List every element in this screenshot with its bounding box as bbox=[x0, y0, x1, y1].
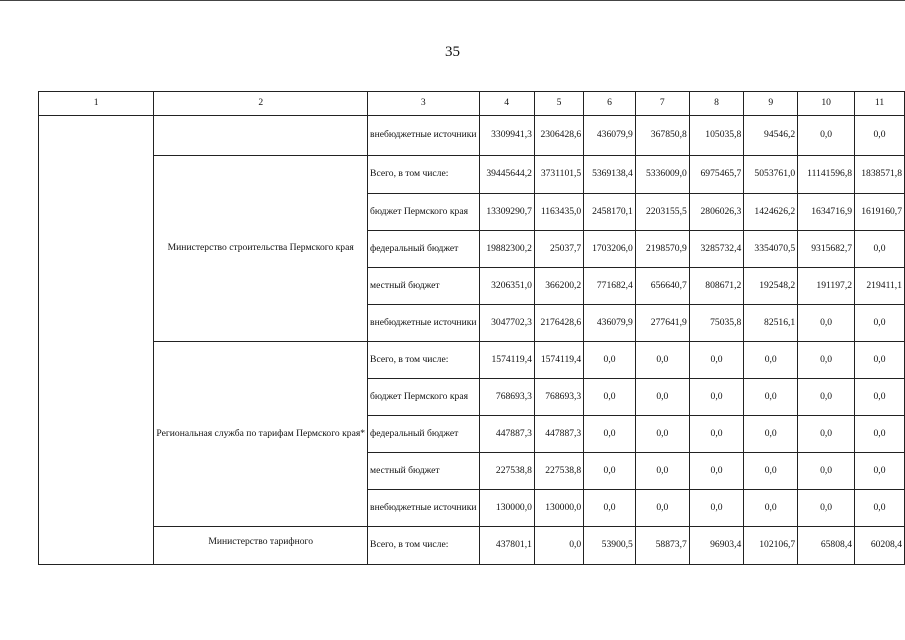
value-cell-col-11: 0,0 bbox=[855, 342, 905, 379]
value-cell-col-8: 0,0 bbox=[689, 416, 744, 453]
value-cell-col-4: 768693,3 bbox=[479, 379, 534, 416]
value-cell-col-6: 0,0 bbox=[584, 490, 636, 527]
page-number: 35 bbox=[445, 44, 460, 60]
value-cell-col-9: 192548,2 bbox=[744, 268, 798, 305]
value-cell-col-5: 2176428,6 bbox=[534, 305, 583, 342]
value-cell-col-5: 130000,0 bbox=[534, 490, 583, 527]
value-cell-col-4: 227538,8 bbox=[479, 453, 534, 490]
value-cell-col-7: 2198570,9 bbox=[635, 231, 689, 268]
organization-cell bbox=[154, 116, 368, 156]
value-cell-col-9: 82516,1 bbox=[744, 305, 798, 342]
value-cell-col-5: 2306428,6 bbox=[534, 116, 583, 156]
value-cell-col-8: 0,0 bbox=[689, 342, 744, 379]
value-cell-col-7: 0,0 bbox=[635, 416, 689, 453]
value-cell-col-5: 25037,7 bbox=[534, 231, 583, 268]
value-cell-col-9: 94546,2 bbox=[744, 116, 798, 156]
value-cell-col-5: 0,0 bbox=[534, 527, 583, 565]
value-cell-col-6: 436079,9 bbox=[584, 305, 636, 342]
budget-table-body bbox=[39, 92, 905, 565]
value-cell-col-4: 3309941,3 bbox=[479, 116, 534, 156]
value-cell-col-4: 447887,3 bbox=[479, 416, 534, 453]
value-cell-col-9: 102106,7 bbox=[744, 527, 798, 565]
value-cell-col-4: 130000,0 bbox=[479, 490, 534, 527]
value-cell-col-10: 0,0 bbox=[798, 116, 855, 156]
header-cell-9: 9 bbox=[744, 92, 798, 116]
header-cell-4: 4 bbox=[479, 92, 534, 116]
funding-source-cell: Всего, в том числе: bbox=[368, 156, 479, 194]
value-cell-col-6: 0,0 bbox=[584, 453, 636, 490]
value-cell-col-5: 768693,3 bbox=[534, 379, 583, 416]
value-cell-col-4: 13309290,7 bbox=[479, 194, 534, 231]
funding-source-cell: местный бюджет bbox=[368, 268, 479, 305]
value-cell-col-6: 0,0 bbox=[584, 342, 636, 379]
budget-table bbox=[38, 91, 905, 565]
value-cell-col-9: 0,0 bbox=[744, 379, 798, 416]
funding-source-cell: внебюджетные источники bbox=[368, 305, 479, 342]
value-cell-col-11: 60208,4 bbox=[855, 527, 905, 565]
value-cell-col-11: 0,0 bbox=[855, 379, 905, 416]
value-cell-col-10: 0,0 bbox=[798, 342, 855, 379]
value-cell-col-5: 227538,8 bbox=[534, 453, 583, 490]
value-cell-col-9: 0,0 bbox=[744, 416, 798, 453]
value-cell-col-7: 0,0 bbox=[635, 490, 689, 527]
value-cell-col-8: 0,0 bbox=[689, 379, 744, 416]
header-cell-3: 3 bbox=[368, 92, 479, 116]
header-cell-6: 6 bbox=[584, 92, 636, 116]
value-cell-col-11: 0,0 bbox=[855, 305, 905, 342]
value-cell-col-8: 808671,2 bbox=[689, 268, 744, 305]
funding-source-cell: федеральный бюджет bbox=[368, 416, 479, 453]
value-cell-col-4: 1574119,4 bbox=[479, 342, 534, 379]
value-cell-col-6: 0,0 bbox=[584, 379, 636, 416]
table-row bbox=[39, 156, 905, 194]
value-cell-col-6: 436079,9 bbox=[584, 116, 636, 156]
value-cell-col-11: 0,0 bbox=[855, 453, 905, 490]
header-cell-8: 8 bbox=[689, 92, 744, 116]
organization-cell: Министерство тарифного bbox=[154, 527, 368, 565]
value-cell-col-8: 105035,8 bbox=[689, 116, 744, 156]
value-cell-col-8: 75035,8 bbox=[689, 305, 744, 342]
value-cell-col-7: 367850,8 bbox=[635, 116, 689, 156]
value-cell-col-6: 0,0 bbox=[584, 416, 636, 453]
funding-source-cell: бюджет Пермского края bbox=[368, 194, 479, 231]
header-cell-7: 7 bbox=[635, 92, 689, 116]
value-cell-col-5: 447887,3 bbox=[534, 416, 583, 453]
column-1-cell bbox=[39, 116, 154, 565]
value-cell-col-6: 1703206,0 bbox=[584, 231, 636, 268]
value-cell-col-10: 191197,2 bbox=[798, 268, 855, 305]
value-cell-col-7: 0,0 bbox=[635, 379, 689, 416]
funding-source-cell: Всего, в том числе: bbox=[368, 342, 479, 379]
value-cell-col-7: 0,0 bbox=[635, 453, 689, 490]
value-cell-col-11: 0,0 bbox=[855, 231, 905, 268]
value-cell-col-8: 0,0 bbox=[689, 453, 744, 490]
value-cell-col-7: 0,0 bbox=[635, 342, 689, 379]
value-cell-col-10: 9315682,7 bbox=[798, 231, 855, 268]
value-cell-col-6: 771682,4 bbox=[584, 268, 636, 305]
value-cell-col-9: 0,0 bbox=[744, 490, 798, 527]
value-cell-col-6: 53900,5 bbox=[584, 527, 636, 565]
funding-source-cell: бюджет Пермского края bbox=[368, 379, 479, 416]
value-cell-col-11: 0,0 bbox=[855, 490, 905, 527]
header-cell-11: 11 bbox=[855, 92, 905, 116]
header-cell-10: 10 bbox=[798, 92, 855, 116]
value-cell-col-5: 366200,2 bbox=[534, 268, 583, 305]
top-border-line bbox=[0, 0, 905, 1]
funding-source-cell: внебюджетные источники bbox=[368, 116, 479, 156]
value-cell-col-7: 277641,9 bbox=[635, 305, 689, 342]
value-cell-col-7: 656640,7 bbox=[635, 268, 689, 305]
value-cell-col-5: 3731101,5 bbox=[534, 156, 583, 194]
value-cell-col-7: 58873,7 bbox=[635, 527, 689, 565]
organization-cell: Министерство строительства Пермского края bbox=[154, 156, 368, 342]
header-cell-1: 1 bbox=[39, 92, 154, 116]
funding-source-cell: местный бюджет bbox=[368, 453, 479, 490]
value-cell-col-11: 219411,1 bbox=[855, 268, 905, 305]
value-cell-col-7: 5336009,0 bbox=[635, 156, 689, 194]
value-cell-col-11: 1619160,7 bbox=[855, 194, 905, 231]
header-cell-5: 5 bbox=[534, 92, 583, 116]
value-cell-col-10: 11141596,8 bbox=[798, 156, 855, 194]
value-cell-col-5: 1163435,0 bbox=[534, 194, 583, 231]
value-cell-col-6: 2458170,1 bbox=[584, 194, 636, 231]
value-cell-col-9: 1424626,2 bbox=[744, 194, 798, 231]
value-cell-col-6: 5369138,4 bbox=[584, 156, 636, 194]
value-cell-col-4: 3206351,0 bbox=[479, 268, 534, 305]
organization-cell: Региональная служба по тарифам Пермского края* bbox=[154, 342, 368, 527]
value-cell-col-10: 0,0 bbox=[798, 379, 855, 416]
value-cell-col-4: 39445644,2 bbox=[479, 156, 534, 194]
value-cell-col-9: 0,0 bbox=[744, 342, 798, 379]
value-cell-col-10: 1634716,9 bbox=[798, 194, 855, 231]
header-row bbox=[39, 92, 905, 116]
value-cell-col-4: 3047702,3 bbox=[479, 305, 534, 342]
value-cell-col-10: 0,0 bbox=[798, 305, 855, 342]
value-cell-col-11: 0,0 bbox=[855, 116, 905, 156]
value-cell-col-8: 0,0 bbox=[689, 490, 744, 527]
table-row bbox=[39, 527, 905, 565]
header-cell-2: 2 bbox=[154, 92, 368, 116]
value-cell-col-8: 3285732,4 bbox=[689, 231, 744, 268]
value-cell-col-8: 96903,4 bbox=[689, 527, 744, 565]
value-cell-col-11: 1838571,8 bbox=[855, 156, 905, 194]
funding-source-cell: внебюджетные источники bbox=[368, 490, 479, 527]
value-cell-col-10: 0,0 bbox=[798, 490, 855, 527]
value-cell-col-4: 437801,1 bbox=[479, 527, 534, 565]
value-cell-col-8: 6975465,7 bbox=[689, 156, 744, 194]
table-row bbox=[39, 116, 905, 156]
value-cell-col-4: 19882300,2 bbox=[479, 231, 534, 268]
value-cell-col-8: 2806026,3 bbox=[689, 194, 744, 231]
table-row bbox=[39, 342, 905, 379]
value-cell-col-10: 65808,4 bbox=[798, 527, 855, 565]
value-cell-col-9: 3354070,5 bbox=[744, 231, 798, 268]
value-cell-col-10: 0,0 bbox=[798, 416, 855, 453]
value-cell-col-5: 1574119,4 bbox=[534, 342, 583, 379]
value-cell-col-9: 0,0 bbox=[744, 453, 798, 490]
funding-source-cell: федеральный бюджет bbox=[368, 231, 479, 268]
value-cell-col-10: 0,0 bbox=[798, 453, 855, 490]
value-cell-col-7: 2203155,5 bbox=[635, 194, 689, 231]
funding-source-cell: Всего, в том числе: bbox=[368, 527, 479, 565]
value-cell-col-11: 0,0 bbox=[855, 416, 905, 453]
value-cell-col-9: 5053761,0 bbox=[744, 156, 798, 194]
